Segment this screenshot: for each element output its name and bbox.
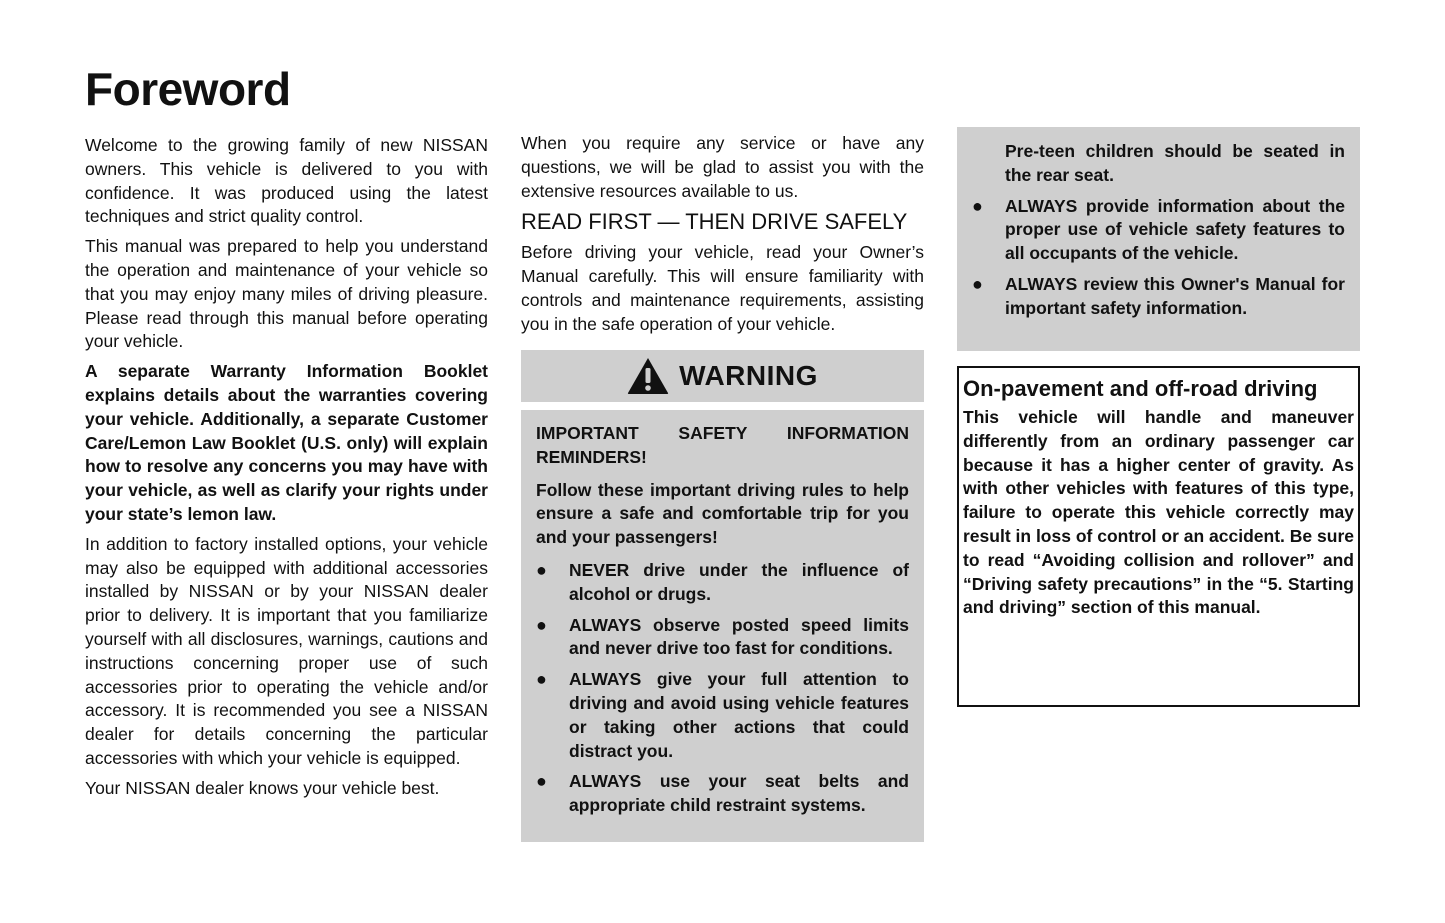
offroad-heading: On-pavement and off-road driving xyxy=(963,376,1318,401)
warning-bullet: ● ALWAYS provide information about the proper use of vehicle safety features to all occupants of the vehicle. xyxy=(972,195,1345,264)
offroad-text: This vehicle will handle and maneuver differently from an ordinary passenger car because it has a higher center of gravity. As with other vehicles with features of this type, failure to operate this vehicle correctly may result in loss of control or an accident. Be sure to read “Avoiding collision and rollover” and “Driving safety precautions” in the “5. Starting and driving” section of this manual. xyxy=(963,407,1354,618)
warning-header xyxy=(521,350,924,402)
warning-bullet: ● ALWAYS give your full attention to driving and avoid using vehicle features or taking other actions that could distract you. xyxy=(536,669,909,761)
bullet-icon: ● xyxy=(972,273,983,294)
warning-bullet: ● ALWAYS observe posted speed limits and never drive too fast for conditions. xyxy=(536,614,909,659)
warning-intro: Follow these important driving rules to help ensure a safe and comfortable trip for you and your passengers! xyxy=(536,479,909,548)
welcome-paragraph: Welcome to the growing family of new NISSAN owners. This vehicle is delivered to you with confidence. It was produced using the latest techniques and strict quality control. xyxy=(85,135,488,227)
warning-bullet-list xyxy=(536,559,909,818)
bullet-icon: ● xyxy=(536,559,547,580)
bullet-icon: ● xyxy=(972,195,983,216)
warning-box xyxy=(521,350,924,842)
warranty-paragraph: A separate Warranty Information Booklet explains details about the warranties covering your vehicle. Additionally, a separate Customer Care/Lemon Law Booklet (U.S. only) will explain how to resolve any concerns you may have with your vehicle, as well as clarify your rights under your state’s lemon law. xyxy=(85,361,488,524)
service-paragraph: When you require any service or have any questions, we will be glad to assist you with the extensive resources available to us. xyxy=(521,133,924,201)
page-title: Foreword xyxy=(85,63,291,115)
warning-heading: IMPORTANT SAFETY INFORMATION REMINDERS! xyxy=(536,423,909,467)
warning-bullet: ● ALWAYS use your seat belts and appropriate child restraint systems. xyxy=(536,771,909,816)
warning-continued-text: Pre-teen children should be seated in the rear seat. xyxy=(1005,141,1345,185)
warning-triangle-icon xyxy=(627,357,669,395)
warning-bullet: ● ALWAYS review this Owner's Manual for important safety information. xyxy=(972,273,1345,318)
dealer-paragraph: Your NISSAN dealer knows your vehicle best. xyxy=(85,777,440,798)
bullet-icon: ● xyxy=(536,771,547,792)
offroad-box xyxy=(957,366,1360,707)
column-1 xyxy=(85,134,488,807)
warning-continued-bullets xyxy=(972,195,1345,321)
bullet-icon: ● xyxy=(536,669,547,690)
warning-body xyxy=(521,410,924,842)
warning-label: WARNING xyxy=(679,360,818,391)
bullet-icon: ● xyxy=(536,614,547,635)
manual-purpose-paragraph: This manual was prepared to help you understand the operation and maintenance of your vehicle so that you may enjoy many miles of driving pleasure. Please read through this manual before operating your vehicle. xyxy=(85,236,488,352)
column-2 xyxy=(521,132,924,343)
warning-bullet: ● NEVER drive under the influence of alcohol or drugs. xyxy=(536,559,909,604)
accessories-paragraph: In addition to factory installed options, your vehicle may also be equipped with additional accessories installed by NISSAN or by your NISSAN dealer prior to delivery. It is important that you familiarize yourself with all disclosures, warnings, cautions and instructions concerning proper use of such accessories prior to operating the vehicle and/or accessory. It is recommended you see a NISSAN dealer for details concerning the particular accessories with which your vehicle is equipped. xyxy=(85,533,488,768)
read-manual-paragraph: Before driving your vehicle, read your Owner’s Manual carefully. This will ensure familiarity with controls and maintenance requirements, assisting you in the safe operation of your vehicle. xyxy=(521,242,924,334)
warning-continued-box xyxy=(957,127,1360,351)
read-first-heading: READ FIRST — THEN DRIVE SAFELY xyxy=(521,209,908,235)
